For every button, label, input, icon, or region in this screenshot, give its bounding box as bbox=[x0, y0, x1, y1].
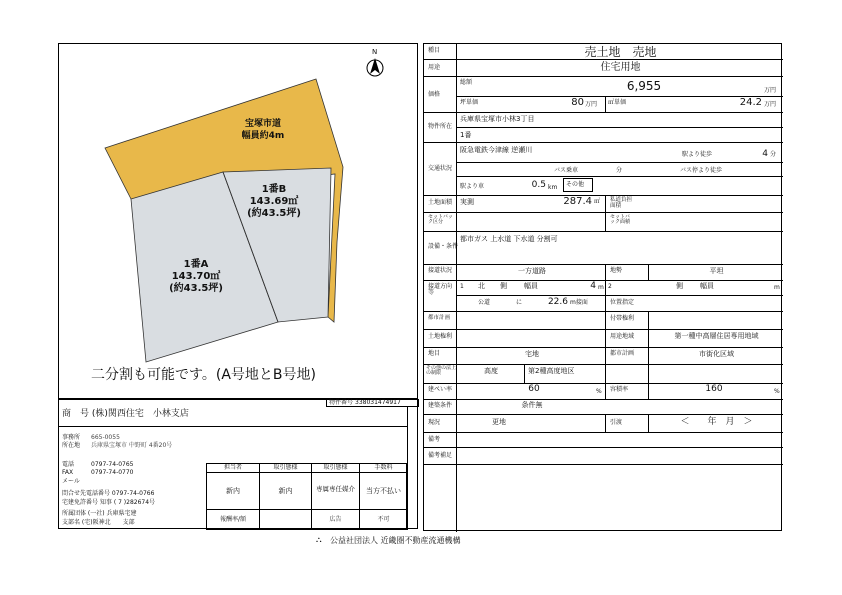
walk-unit: 分 bbox=[770, 151, 777, 158]
deal-value-1: 新内 bbox=[226, 487, 240, 495]
bus-unit: 分 bbox=[616, 167, 623, 174]
deal-footer-3: 広告 bbox=[329, 516, 342, 523]
lot-map bbox=[59, 44, 417, 398]
lot-a-area: 143.70㎡ bbox=[171, 271, 221, 282]
area-value: 287.4 bbox=[563, 196, 592, 207]
divider bbox=[424, 76, 783, 77]
setback-label: セットバック区分 bbox=[428, 214, 453, 225]
property-id-label: 物件番号 bbox=[329, 399, 354, 406]
office-label: 事務所 bbox=[62, 434, 81, 441]
spec-sheet bbox=[423, 43, 782, 531]
office-address-label: 所在地 bbox=[62, 442, 81, 449]
bus-ride-label: バス乗車 bbox=[554, 167, 579, 174]
car-label: 駅より車 bbox=[460, 183, 485, 190]
deal-value-2: 新内 bbox=[278, 487, 293, 495]
divider bbox=[456, 162, 783, 163]
road1-side: 側 bbox=[500, 282, 507, 290]
deal-value-4: 当方不払い bbox=[366, 487, 401, 495]
deal-header-1: 担当者 bbox=[223, 464, 242, 471]
map-caption: 二分割も可能です。(A号地とB号地) bbox=[91, 367, 316, 383]
divider bbox=[648, 264, 649, 280]
city-plan-label: 都市計画 bbox=[610, 350, 635, 357]
lot-number-value: 1番 bbox=[460, 131, 472, 139]
public-road-label: 公道 bbox=[478, 299, 491, 306]
type-value: 売土地 売地 bbox=[584, 45, 657, 59]
office-address: 兵庫県宝塚市 中野町 4番20号 bbox=[91, 442, 173, 449]
divider bbox=[424, 383, 783, 384]
area-kind: 実測 bbox=[460, 198, 474, 206]
urban-plan-label: 都市計画 bbox=[428, 315, 451, 321]
road2-no: 2 bbox=[608, 283, 612, 290]
survey-label: 付帯権利 bbox=[610, 315, 635, 322]
footer-logo-icon: ⛬ bbox=[316, 535, 322, 544]
divider bbox=[424, 432, 783, 433]
frontage-unit: m接面 bbox=[570, 299, 588, 306]
deal-value-3: 専属専任媒介 bbox=[316, 485, 355, 493]
divider bbox=[424, 447, 783, 448]
divider bbox=[206, 472, 407, 473]
map-panel bbox=[58, 43, 418, 399]
inquiry-phone: 問合せ先電話番号 0797-74-0766 bbox=[62, 490, 155, 497]
far-label: 容積率 bbox=[610, 386, 629, 393]
divider bbox=[605, 96, 606, 112]
divider bbox=[424, 59, 783, 60]
divider bbox=[456, 127, 783, 128]
divider bbox=[424, 464, 783, 465]
car-unit: km bbox=[548, 184, 558, 191]
fax-value: 0797-74-0770 bbox=[91, 469, 134, 476]
terrain-label: 地勢 bbox=[610, 267, 623, 274]
divider bbox=[424, 311, 783, 312]
road1-unit: m bbox=[598, 284, 604, 291]
lot-a-label: 1番A bbox=[183, 259, 209, 270]
company-panel bbox=[58, 399, 418, 529]
facilities-label: 設備・条件 bbox=[428, 243, 459, 250]
remarks-label: 備考 bbox=[428, 436, 441, 443]
lot-b-area: 143.69㎡ bbox=[249, 196, 299, 207]
price-sub-label: 総額 bbox=[460, 79, 473, 86]
land-category-value: 宅地 bbox=[525, 350, 539, 358]
frontage-prefix: に bbox=[516, 299, 523, 306]
use-district-label: 用途地域 bbox=[610, 333, 635, 340]
land-rights-label: 土地権利 bbox=[428, 333, 453, 340]
tsubo-label: 坪単価 bbox=[460, 99, 479, 106]
divider bbox=[424, 364, 783, 365]
sqm-value: 24.2 bbox=[739, 97, 762, 108]
divider bbox=[456, 44, 457, 532]
road-label-2: 幅員約4m bbox=[241, 131, 285, 141]
divider bbox=[648, 383, 649, 399]
building-cond-label: 建築条件 bbox=[428, 402, 453, 409]
deal-footer-1: 報酬率/額 bbox=[219, 516, 247, 523]
lot-a-tsubo: (約43.5坪) bbox=[169, 283, 223, 294]
location-label: 物件所在 bbox=[428, 123, 453, 130]
deal-header-4: 手数料 bbox=[374, 464, 393, 471]
road1-dir: 北 bbox=[478, 282, 485, 290]
transport-label: 交通状況 bbox=[428, 165, 453, 172]
sqm-unit: 万円 bbox=[764, 101, 777, 108]
divider bbox=[456, 176, 783, 177]
height-label: 高度 bbox=[484, 367, 498, 375]
use-district-value: 第一種中高層住居専用地域 bbox=[674, 332, 759, 340]
divider bbox=[648, 414, 649, 432]
road2-unit: m bbox=[774, 284, 780, 291]
divider bbox=[424, 329, 783, 330]
price-unit: 万円 bbox=[764, 87, 777, 94]
footer-organization: 公益社団法人 近畿圏不動産流通機構 bbox=[330, 536, 461, 545]
divider bbox=[424, 264, 783, 265]
branch: 支部名 (宅)阪神北 支部 bbox=[62, 519, 135, 526]
trade-name: 商 号 (株)関西住宅 小林支店 bbox=[62, 409, 189, 419]
type-label: 種目 bbox=[428, 47, 441, 54]
current-label: 現況 bbox=[428, 419, 441, 426]
divider bbox=[424, 112, 783, 113]
private-road-label: 私道負担面積 bbox=[610, 197, 633, 209]
divider bbox=[424, 212, 783, 213]
divider bbox=[424, 195, 783, 196]
divider bbox=[206, 509, 407, 510]
use-value: 住宅用地 bbox=[600, 62, 641, 73]
coverage-unit: % bbox=[596, 388, 602, 395]
building-cond-value: 条件無 bbox=[521, 401, 543, 409]
terrain-value: 平坦 bbox=[709, 267, 724, 275]
association: 所属団体 (一社) 兵庫県宅建 bbox=[62, 510, 137, 517]
lot-b-tsubo: (約43.5坪) bbox=[247, 208, 301, 219]
road2-width-label: 幅員 bbox=[700, 282, 714, 290]
mail-label: メール bbox=[62, 478, 80, 485]
tel-value: 0797-74-0765 bbox=[91, 461, 134, 468]
setback-area-label: セットバック面積 bbox=[610, 214, 631, 225]
remarks-supplement-label: 備考補足 bbox=[428, 452, 453, 459]
deal-header-3: 取引態様 bbox=[323, 464, 348, 471]
position-label: 位置指定 bbox=[610, 299, 635, 306]
tsubo-value: 80 bbox=[571, 97, 584, 108]
handover-label: 引渡 bbox=[610, 419, 623, 426]
price-label: 価格 bbox=[428, 91, 441, 98]
divider bbox=[59, 426, 407, 427]
property-id-value: 338031474917 bbox=[355, 399, 401, 406]
handover-value: ＜ 年 月 ＞ bbox=[680, 417, 753, 427]
area-label: 土地面積 bbox=[428, 199, 453, 206]
price-value: 6,955 bbox=[626, 79, 662, 93]
divider bbox=[524, 364, 525, 383]
divider bbox=[605, 383, 606, 399]
divider bbox=[605, 295, 606, 311]
height-value: 第2種高度地区 bbox=[528, 367, 575, 375]
sqm-label: ㎡単価 bbox=[608, 99, 627, 106]
road-status-label: 接道状況 bbox=[428, 267, 453, 274]
use-label: 用途 bbox=[428, 64, 441, 71]
road1-width: 4 bbox=[590, 281, 596, 291]
divider bbox=[424, 399, 783, 400]
divider bbox=[259, 463, 260, 530]
car-value: 0.5 bbox=[531, 180, 546, 190]
north-label: N bbox=[372, 48, 378, 56]
divider bbox=[424, 414, 783, 415]
divider bbox=[605, 414, 606, 432]
divider bbox=[456, 295, 783, 296]
road-direction-label: 接道方向等 bbox=[428, 283, 453, 296]
walk-label: 駅より徒歩 bbox=[682, 151, 713, 158]
road-status-value: 一方道路 bbox=[518, 267, 546, 275]
divider bbox=[424, 347, 783, 348]
deal-header-2: 取引態様 bbox=[273, 464, 298, 471]
divider bbox=[456, 96, 783, 97]
transport-line: 阪急電鉄今津線 逆瀬川 bbox=[460, 146, 533, 154]
office-postal: 665-0055 bbox=[91, 434, 120, 441]
far-value: 160 bbox=[705, 384, 723, 394]
other-label: その他 bbox=[566, 181, 585, 188]
divider bbox=[424, 280, 783, 281]
tel-label: 電話 bbox=[62, 461, 75, 468]
location-value: 兵庫県宝塚市小林3丁目 bbox=[460, 115, 535, 123]
area-unit: ㎡ bbox=[594, 198, 601, 205]
frontage-value: 22.6 bbox=[547, 297, 568, 307]
current-value: 更地 bbox=[492, 418, 506, 426]
facilities-value: 都市ガス 上水道 下水道 分割可 bbox=[460, 235, 558, 243]
far-unit: % bbox=[774, 388, 780, 395]
city-plan-value: 市街化区域 bbox=[699, 350, 734, 358]
divider bbox=[605, 264, 606, 280]
divider bbox=[424, 231, 783, 232]
divider bbox=[407, 407, 408, 530]
road1-width-label: 幅員 bbox=[524, 282, 538, 290]
road1-no: 1 bbox=[460, 283, 464, 290]
divider bbox=[605, 195, 606, 231]
other-restrict-label: その他の法上の制限 bbox=[426, 365, 457, 376]
divider bbox=[605, 280, 606, 295]
divider bbox=[424, 142, 783, 143]
coverage-label: 建ぺい率 bbox=[428, 386, 453, 393]
land-category-label: 地目 bbox=[428, 350, 441, 357]
deal-footer-4: 不可 bbox=[377, 516, 390, 523]
lot-b-label: 1番B bbox=[261, 184, 287, 195]
walk-value: 4 bbox=[762, 149, 768, 159]
tsubo-unit: 万円 bbox=[585, 101, 598, 108]
road-label-1: 宝塚市道 bbox=[244, 119, 281, 129]
fax-label: FAX bbox=[62, 469, 74, 476]
license-number: 宅建免許番号 知事 ( 7 )282674号 bbox=[62, 499, 156, 506]
road2-side: 側 bbox=[676, 282, 683, 290]
bus-stop-label: バス停より徒歩 bbox=[680, 167, 723, 174]
coverage-value: 60 bbox=[528, 384, 540, 394]
